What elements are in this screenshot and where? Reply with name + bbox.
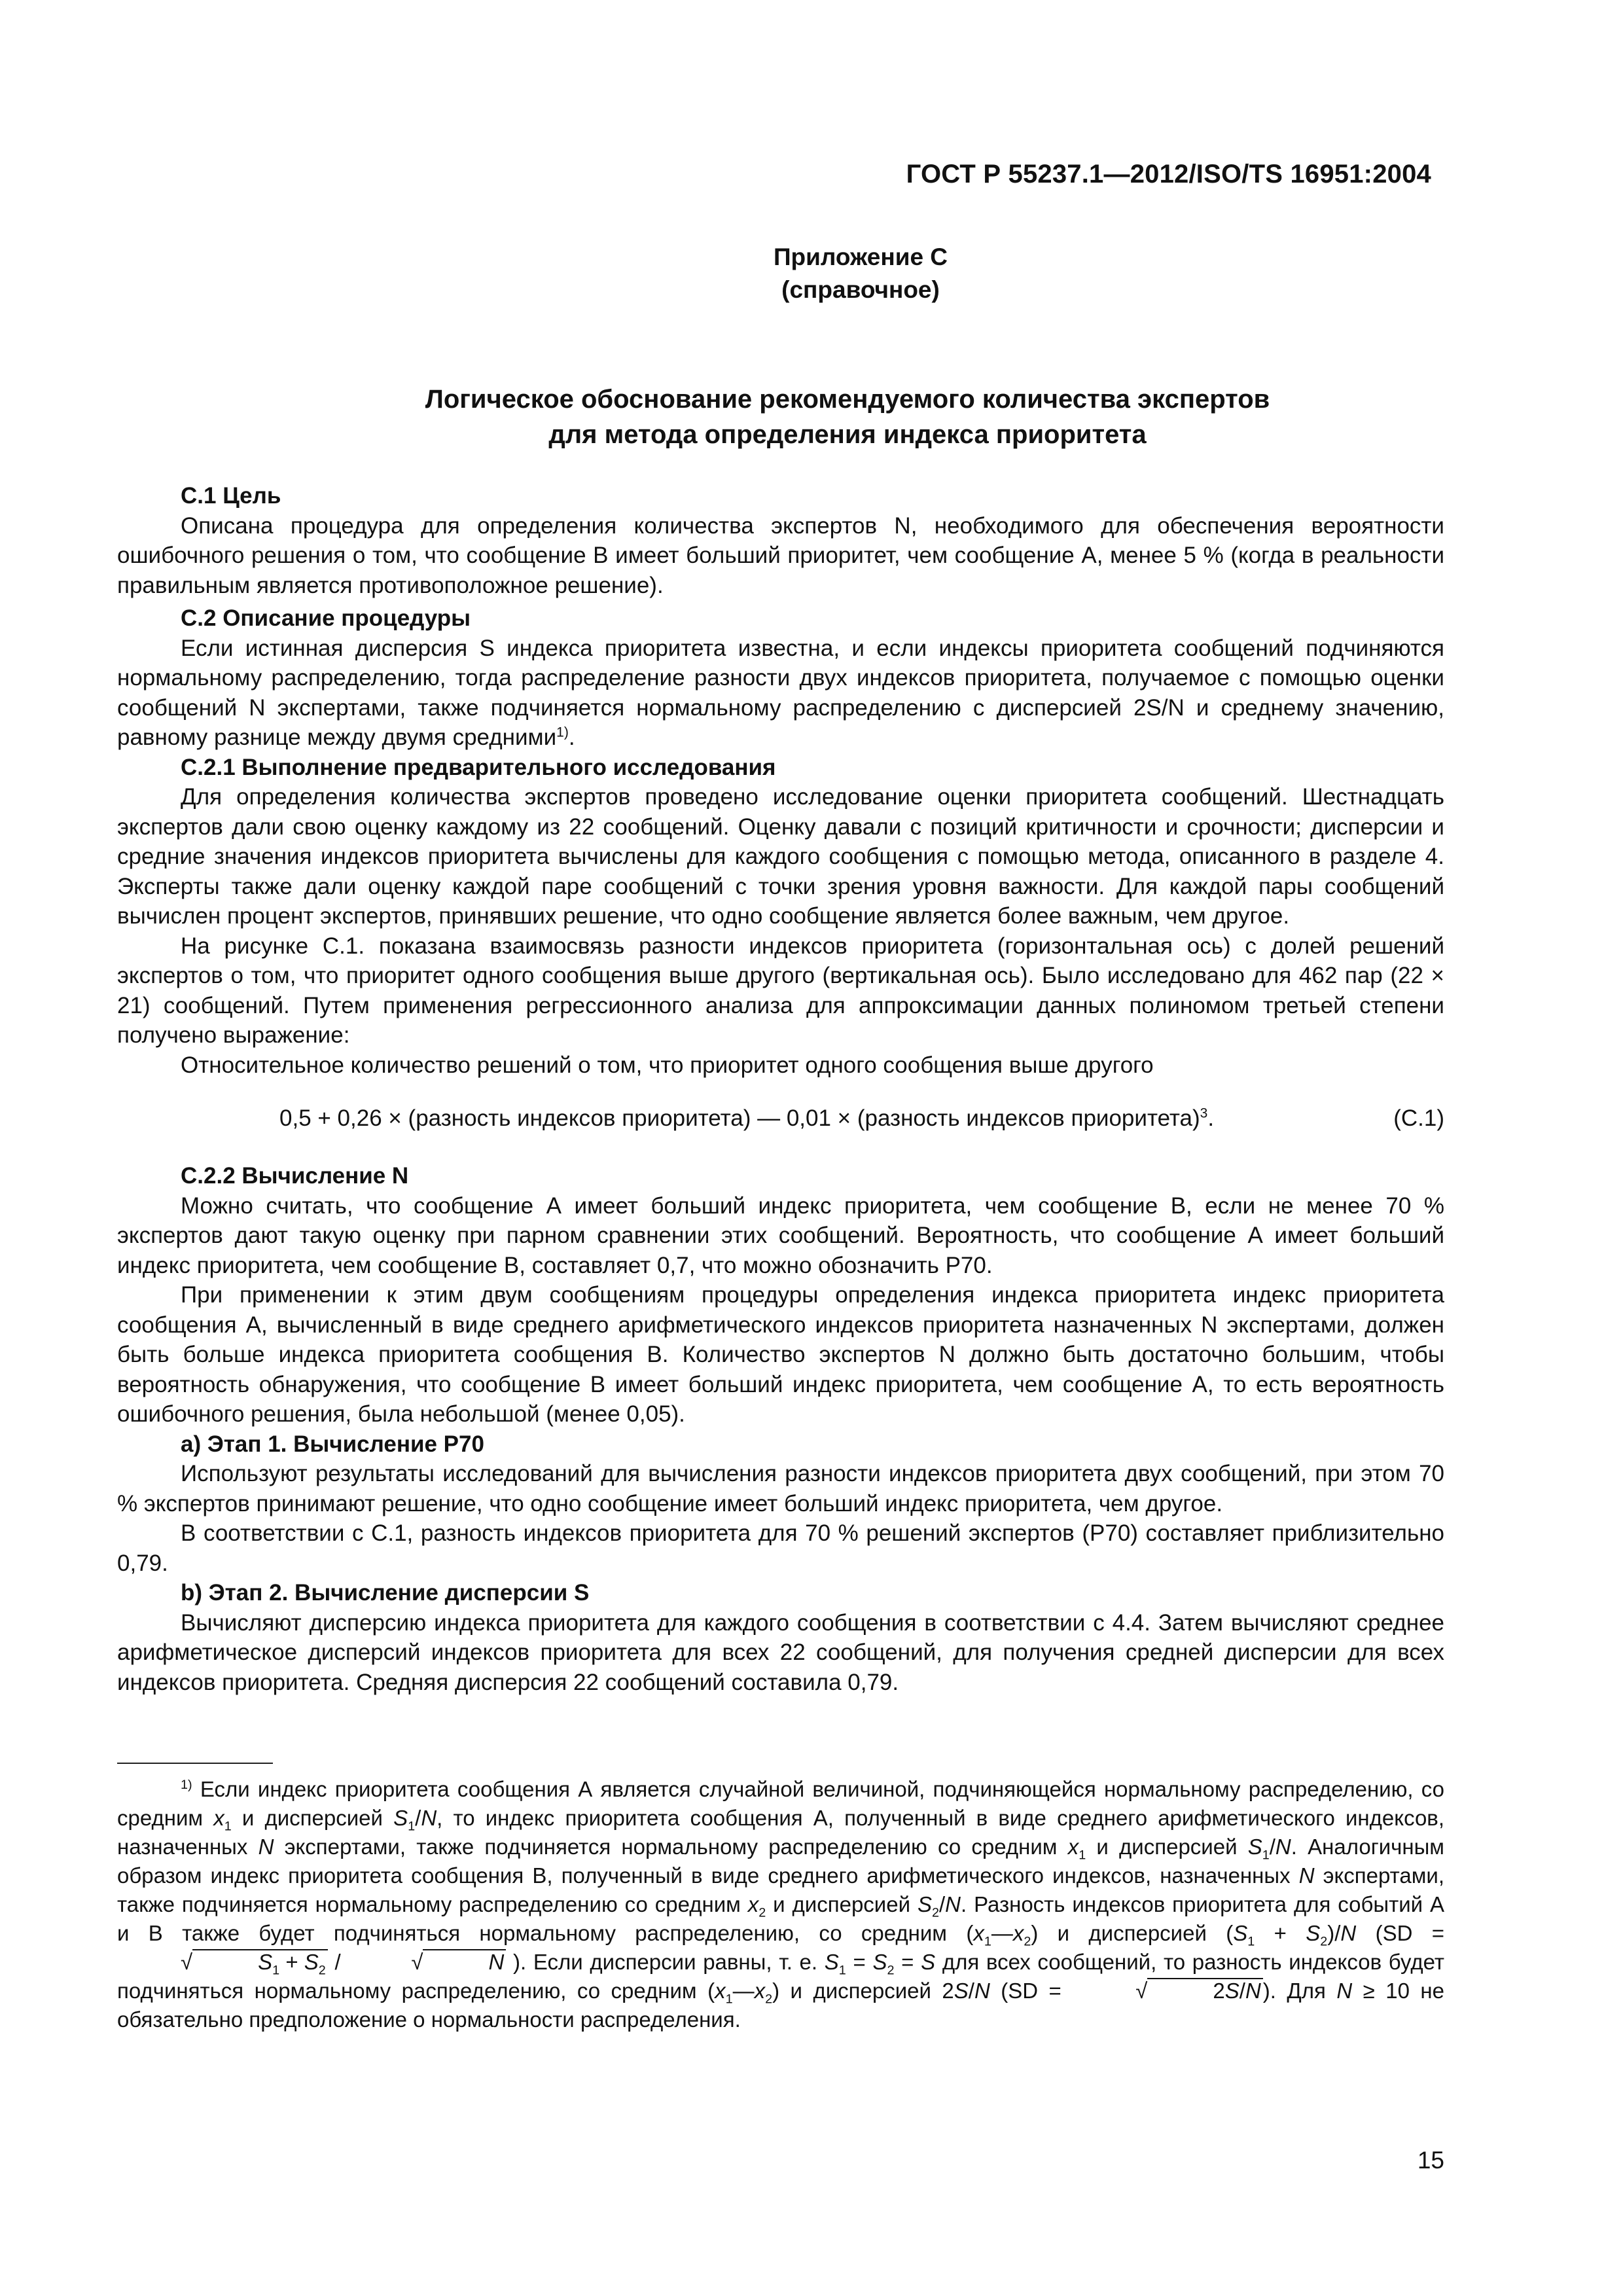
appendix-type: (справочное) xyxy=(781,276,940,303)
step-a-heading: a) Этап 1. Вычисление Р70 xyxy=(181,1431,484,1457)
footnote-marker: 1) xyxy=(181,1778,192,1792)
appendix-label: Приложение С xyxy=(773,243,948,270)
document-code-header: ГОСТ Р 55237.1—2012/ISO/TS 16951:2004 xyxy=(906,160,1431,188)
footnote-text: экспертами, также подчиняется нормальному распределению со средним xyxy=(274,1835,1068,1859)
step-a-paragraph-2: В соответствии с С.1, разность индексов приоритета для 70 % решений экспертов (Р70) составляет приблизительно 0,79. xyxy=(117,1520,1444,1576)
section-c21-paragraph-2: На рисунке С.1. показана взаимосвязь разности индексов приоритета (горизонтальная ось) с долей решений экспертов о том, что приоритет одного сообщения выше другого (вертикальная ось). Было исследовано для 462 пар (22 × 21) сообщений. Путем применения регрессионного анализа для аппроксимации данных полиномом третьей степени получено выражение: xyxy=(117,933,1444,1048)
section-heading-c22: С.2.2 Вычисление N xyxy=(181,1163,409,1189)
section-c21-paragraph-3: Относительное количество решений о том, что приоритет одного сообщения выше другого xyxy=(181,1052,1154,1078)
footnote-text: для всех сообщений, то разность индексов будет подчиняться нормальному распределению, со средним ( xyxy=(117,1950,1445,2003)
title-line-2: для метода определения индекса приоритета xyxy=(548,420,1147,449)
section-c1-paragraph: Описана процедура для определения количества экспертов N, необходимого для обеспечения вероятности ошибочного решения о том, что сообщение В имеет больший приоритет, чем сообщение А, менее 5 % (когда в реальности правильным является противоположное решение). xyxy=(117,512,1444,598)
appendix-title xyxy=(0,382,1623,452)
formula-number: (С.1) xyxy=(1393,1105,1444,1131)
footnote-reference: 1) xyxy=(556,725,569,740)
page-number: 15 xyxy=(1417,2147,1444,2174)
title-line-1: Логическое обоснование рекомендуемого количества экспертов xyxy=(425,385,1270,414)
section-heading-c1: С.1 Цель xyxy=(181,483,281,509)
section-heading-c2: С.2 Описание процедуры xyxy=(181,605,471,631)
footnote-text: и дисперсией xyxy=(1086,1835,1248,1859)
formula-exponent: 3 xyxy=(1200,1105,1208,1121)
sqrt-formula: √ $S_1 + S_2$ xyxy=(117,1948,328,1977)
sqrt-formula: √ 2S/N xyxy=(1072,1977,1263,2005)
footnote-text: . Разность индексов приоритета для событий А и В также будет подчиняться нормальному распределению, со средним ( xyxy=(117,1892,1444,1945)
section-c22-paragraph-1: Можно считать, что сообщение А имеет больший индекс приоритета, чем сообщение В, если не менее 70 % экспертов дают такую оценку при парном сравнении этих сообщений. Вероятность, что сообщение А имеет больший индекс приоритета, чем сообщение В, составляет 0,7, что можно обозначить Р70. xyxy=(117,1193,1444,1278)
section-c22-paragraph-2: При применении к этим двум сообщениям процедуры определения индекса приоритета индекс приоритета сообщения А, вычисленный в виде среднего арифметического индексов приоритета назначенных N экспертами, должен быть больше индекса приоритета сообщения В. Количество экспертов N должно быть достаточно большим, чтобы вероятность обнаружения, что сообщение В имеет больший индекс приоритета, чем сообщение А, то есть вероятность ошибочного решения, была небольшой (менее 0,05). xyxy=(117,1282,1444,1427)
footnote-text: ) и дисперсией ( xyxy=(1031,1921,1234,1945)
footnote-text: . Для xyxy=(1270,1979,1337,2003)
footnote-text: и дисперсией xyxy=(231,1806,394,1830)
section-c2-paragraph xyxy=(117,634,1444,753)
appendix-heading xyxy=(0,241,1623,306)
footnote-divider xyxy=(117,1763,273,1764)
footnote-text: и дисперсией xyxy=(766,1892,918,1916)
main-content xyxy=(117,481,1444,1697)
footnote-text: . Аналогичным образом индекс приоритета сообщения В, полученный в виде среднего арифметического индексов, назначенных xyxy=(117,1835,1444,1888)
footnotes xyxy=(117,1775,1444,2034)
footnote-text: экспертами, также подчиняется нормальному распределению со средним xyxy=(117,1863,1444,1916)
section-c2-text-end: . xyxy=(568,725,575,750)
section-c2-text: Если истинная дисперсия S индекса приоритета известна, и если индексы приоритета сообщений подчиняются нормальному распределению, тогда распределение разности двух индексов приоритета, получаемое с помощью оценки сообщений N экспертами, также подчиняется нормальному распределению с дисперсией 2S/N и среднему значению, равному разнице между двумя средними xyxy=(117,635,1444,750)
footnote-text: . Если дисперсии равны, т. е. xyxy=(520,1950,825,1974)
step-a-paragraph-1: Используют результаты исследований для вычисления разности индексов приоритета двух сообщений, при этом 70 % экспертов принимают решение, что одно сообщение имеет больший индекс приоритета, чем другое. xyxy=(117,1461,1444,1516)
footnote-text: не обязательно предположение о нормальности распределения. xyxy=(117,1979,1445,2032)
footnote-text: Если индекс приоритета сообщения А является случайной величиной, подчиняющейся нормальному распределению, со средним xyxy=(117,1777,1444,1830)
step-b-heading: b) Этап 2. Вычисление дисперсии S xyxy=(181,1580,590,1605)
step-b-paragraph-1: Вычисляют дисперсию индекса приоритета для каждого сообщения в соответствии с 4.4. Затем вычисляют среднее арифметическое дисперсий индексов приоритета для всех 22 сообщений, для получения средней дисперсии для всех индексов приоритета. Средняя дисперсия 22 сообщений составила 0,79. xyxy=(117,1609,1444,1695)
footnote-text: , то индекс приоритета сообщения А, полученный в виде среднего арифметического индексов, назначенных xyxy=(117,1806,1444,1859)
formula-expression xyxy=(279,1103,1214,1134)
sqrt-formula: √ N xyxy=(348,1948,506,1977)
formula-c1 xyxy=(117,1097,1444,1149)
section-c21-paragraph-1: Для определения количества экспертов проведено исследование оценки приоритета сообщений. Шестнадцать экспертов дали свою оценку каждому из 22 сообщений. Оценку давали с позиций критичности и срочности; дисперсии и средние значения индексов приоритета вычислены для каждого сообщения с помощью метода, описанного в разделе 4. Эксперты также дали оценку каждой паре сообщений с точки зрения уровня важности. Для каждой пары сообщений вычислен процент экспертов, принявших решение, что одно сообщение является более важным, чем другое. xyxy=(117,784,1444,929)
formula-body: 0,5 + 0,26 × (разность индексов приоритета) — 0,01 × (разность индексов приоритета) xyxy=(279,1105,1200,1131)
section-heading-c21: С.2.1 Выполнение предварительного исследования xyxy=(181,754,776,780)
footnote-text: ) и дисперсией xyxy=(772,1979,942,2003)
formula-end: . xyxy=(1207,1105,1215,1131)
footnote-1: $^{1)}$ Если индекс приоритета сообщения А является случайной величиной, подчиняющейся нормальному распределению, со средним $x_1$ и дисперсией $S_1/N$, то индекс приоритета сообщения А, полученный в виде среднего арифметического индексов, назначенных N экспертами, также подчиняется нормальному распределению со средним $x_1$ и дисперсией $S_1/N$. Аналогичным образом индекс приоритета сообщения В, полученный в виде среднего арифметического индексов, назначенных N экспертами, также подчиняется нормальному распределению со средним $x_2$ и дисперсией $S_2/N$. Разность индексов приоритета для событий А и В также будет подчиняться нормальному распределению, со средним $(x_1—x_2)$ и дисперсией $(S_1 + S_2)/N$ (SD = √ $S_1 + S_2$ / √ N ). Если дисперсии равны, т. е. $S_1 = S_2 = S$ для всех сообщений, то разность индексов будет подчиняться нормальному распределению, со средним $(x_1—x_2)$ и дисперсией 2S/N (SD = √ 2S/N). Для N ≥ 10 не обязательно предположение о нормальности распределения. xyxy=(117,1777,1445,2032)
